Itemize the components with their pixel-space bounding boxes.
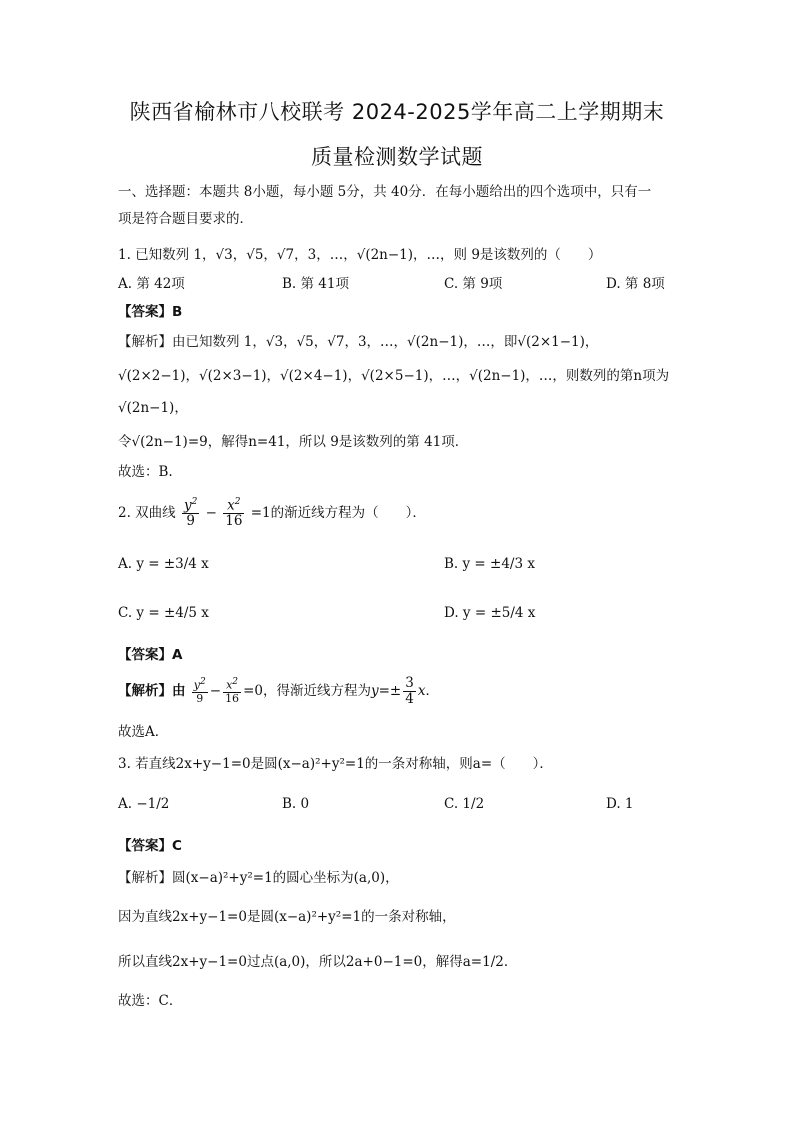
q3-option-d: D. 1 [606, 796, 634, 812]
q2-stem-prefix: 2. 双曲线 [118, 505, 176, 522]
q2-fraction-x2-16: $\frac{x^2}{16}$ [225, 497, 243, 530]
q3-option-a: A. −1/2 [118, 796, 170, 812]
q3-solution-4: 故选：C． [118, 993, 183, 1009]
q1-stem: 1. 已知数列 1，√3，√5，√7，3，…，√(2n−1)，…，则 9是该数列的（ ） [118, 247, 602, 263]
title-line-1: 陕西省榆林市八校联考 2024-2025学年高二上学期期末 [129, 100, 665, 124]
q3-option-b: B. 0 [282, 796, 310, 812]
q3-answer: 【答案】C [118, 838, 182, 854]
q3-solution-1: 【解析】圆(x−a)²+y²=1的圆心坐标为(a,0)， [118, 870, 399, 886]
q2-solution-fraction-3: $\frac{3}{4}$ [405, 675, 414, 707]
q1-option-c: C. 第 9项 [444, 276, 503, 292]
q2-option-d: D. y = ±5/4 x [444, 605, 536, 621]
q1-answer: 【答案】B [118, 304, 183, 320]
section-intro-2: 项是符合题目要求的． [118, 211, 253, 227]
q2-answer: 【答案】A [118, 647, 183, 663]
q2-stem: 2. 双曲线 $\frac{y^2}{9}$ − $\frac{x^2}{16}$ =1的渐近线方程为（ ）． [118, 497, 426, 530]
title-line-2: 质量检测数学试题 [311, 145, 483, 169]
q2-choose: 故选A． [118, 724, 169, 740]
section-intro-1: 一、选择题：本题共 8小题，每小题 5分，共 40分．在每小题给出的四个选项中，只有一 [118, 184, 652, 200]
q2-stem-suffix: 的渐近线方程为（ ）． [270, 505, 426, 522]
q1-solution-2: √(2×2−1)，√(2×3−1)，√(2×4−1)，√(2×5−1)，…，√(2n−1)，…，则数列的第n项为 [118, 368, 670, 384]
q2-option-a: A. y = ±3/4 x [118, 556, 209, 572]
q1-solution-1: 【解析】由已知数列 1，√3，√5，√7，3，…，√(2n−1)，…，即√(2×1−1)， [118, 334, 599, 350]
q2-solution: 【解析】由 $\frac{y^2}{9}$ − $\frac{x^2}{16}$ =0，得渐近线方程为y=± $\frac{3}{4}$ x． [118, 675, 439, 707]
q1-option-a: A. 第 42项 [118, 276, 185, 292]
q2-solution-prefix: 【解析】由 [118, 682, 186, 699]
q3-solution-2: 因为直线2x+y−1=0是圆(x−a)²+y²=1的一条对称轴， [118, 909, 456, 925]
q3-option-c: C. 1/2 [444, 796, 485, 812]
q2-solution-fraction-1: $\frac{y^2}{9}$ [193, 676, 206, 705]
q1-solution-3: √(2n−1)， [118, 400, 188, 416]
q2-option-b: B. y = ±4/3 x [444, 556, 535, 572]
q1-solution-5: 故选：B. [118, 464, 173, 480]
q1-solution-4: 令√(2n−1)=9，解得n=41，所以 9是该数列的第 41项． [118, 434, 469, 450]
q2-solution-mid: ，得渐近线方程为 [262, 682, 371, 699]
q2-solution-fraction-2: $\frac{x^2}{16}$ [225, 676, 240, 705]
q1-option-b: B. 第 41项 [282, 276, 349, 292]
q2-fraction-y2-9: $\frac{y^2}{9}$ [183, 497, 198, 530]
q3-stem: 3. 若直线2x+y−1=0是圆(x−a)²+y²=1的一条对称轴，则a=（ ）． [118, 756, 553, 772]
q1-option-d: D. 第 8项 [606, 276, 665, 292]
q2-solution-suffix: ． [425, 682, 439, 699]
q3-solution-3: 所以直线2x+y−1=0过点(a,0)，所以2a+0−1=0，解得a=1/2． [118, 954, 518, 970]
q2-option-c: C. y = ±4/5 x [118, 605, 209, 621]
